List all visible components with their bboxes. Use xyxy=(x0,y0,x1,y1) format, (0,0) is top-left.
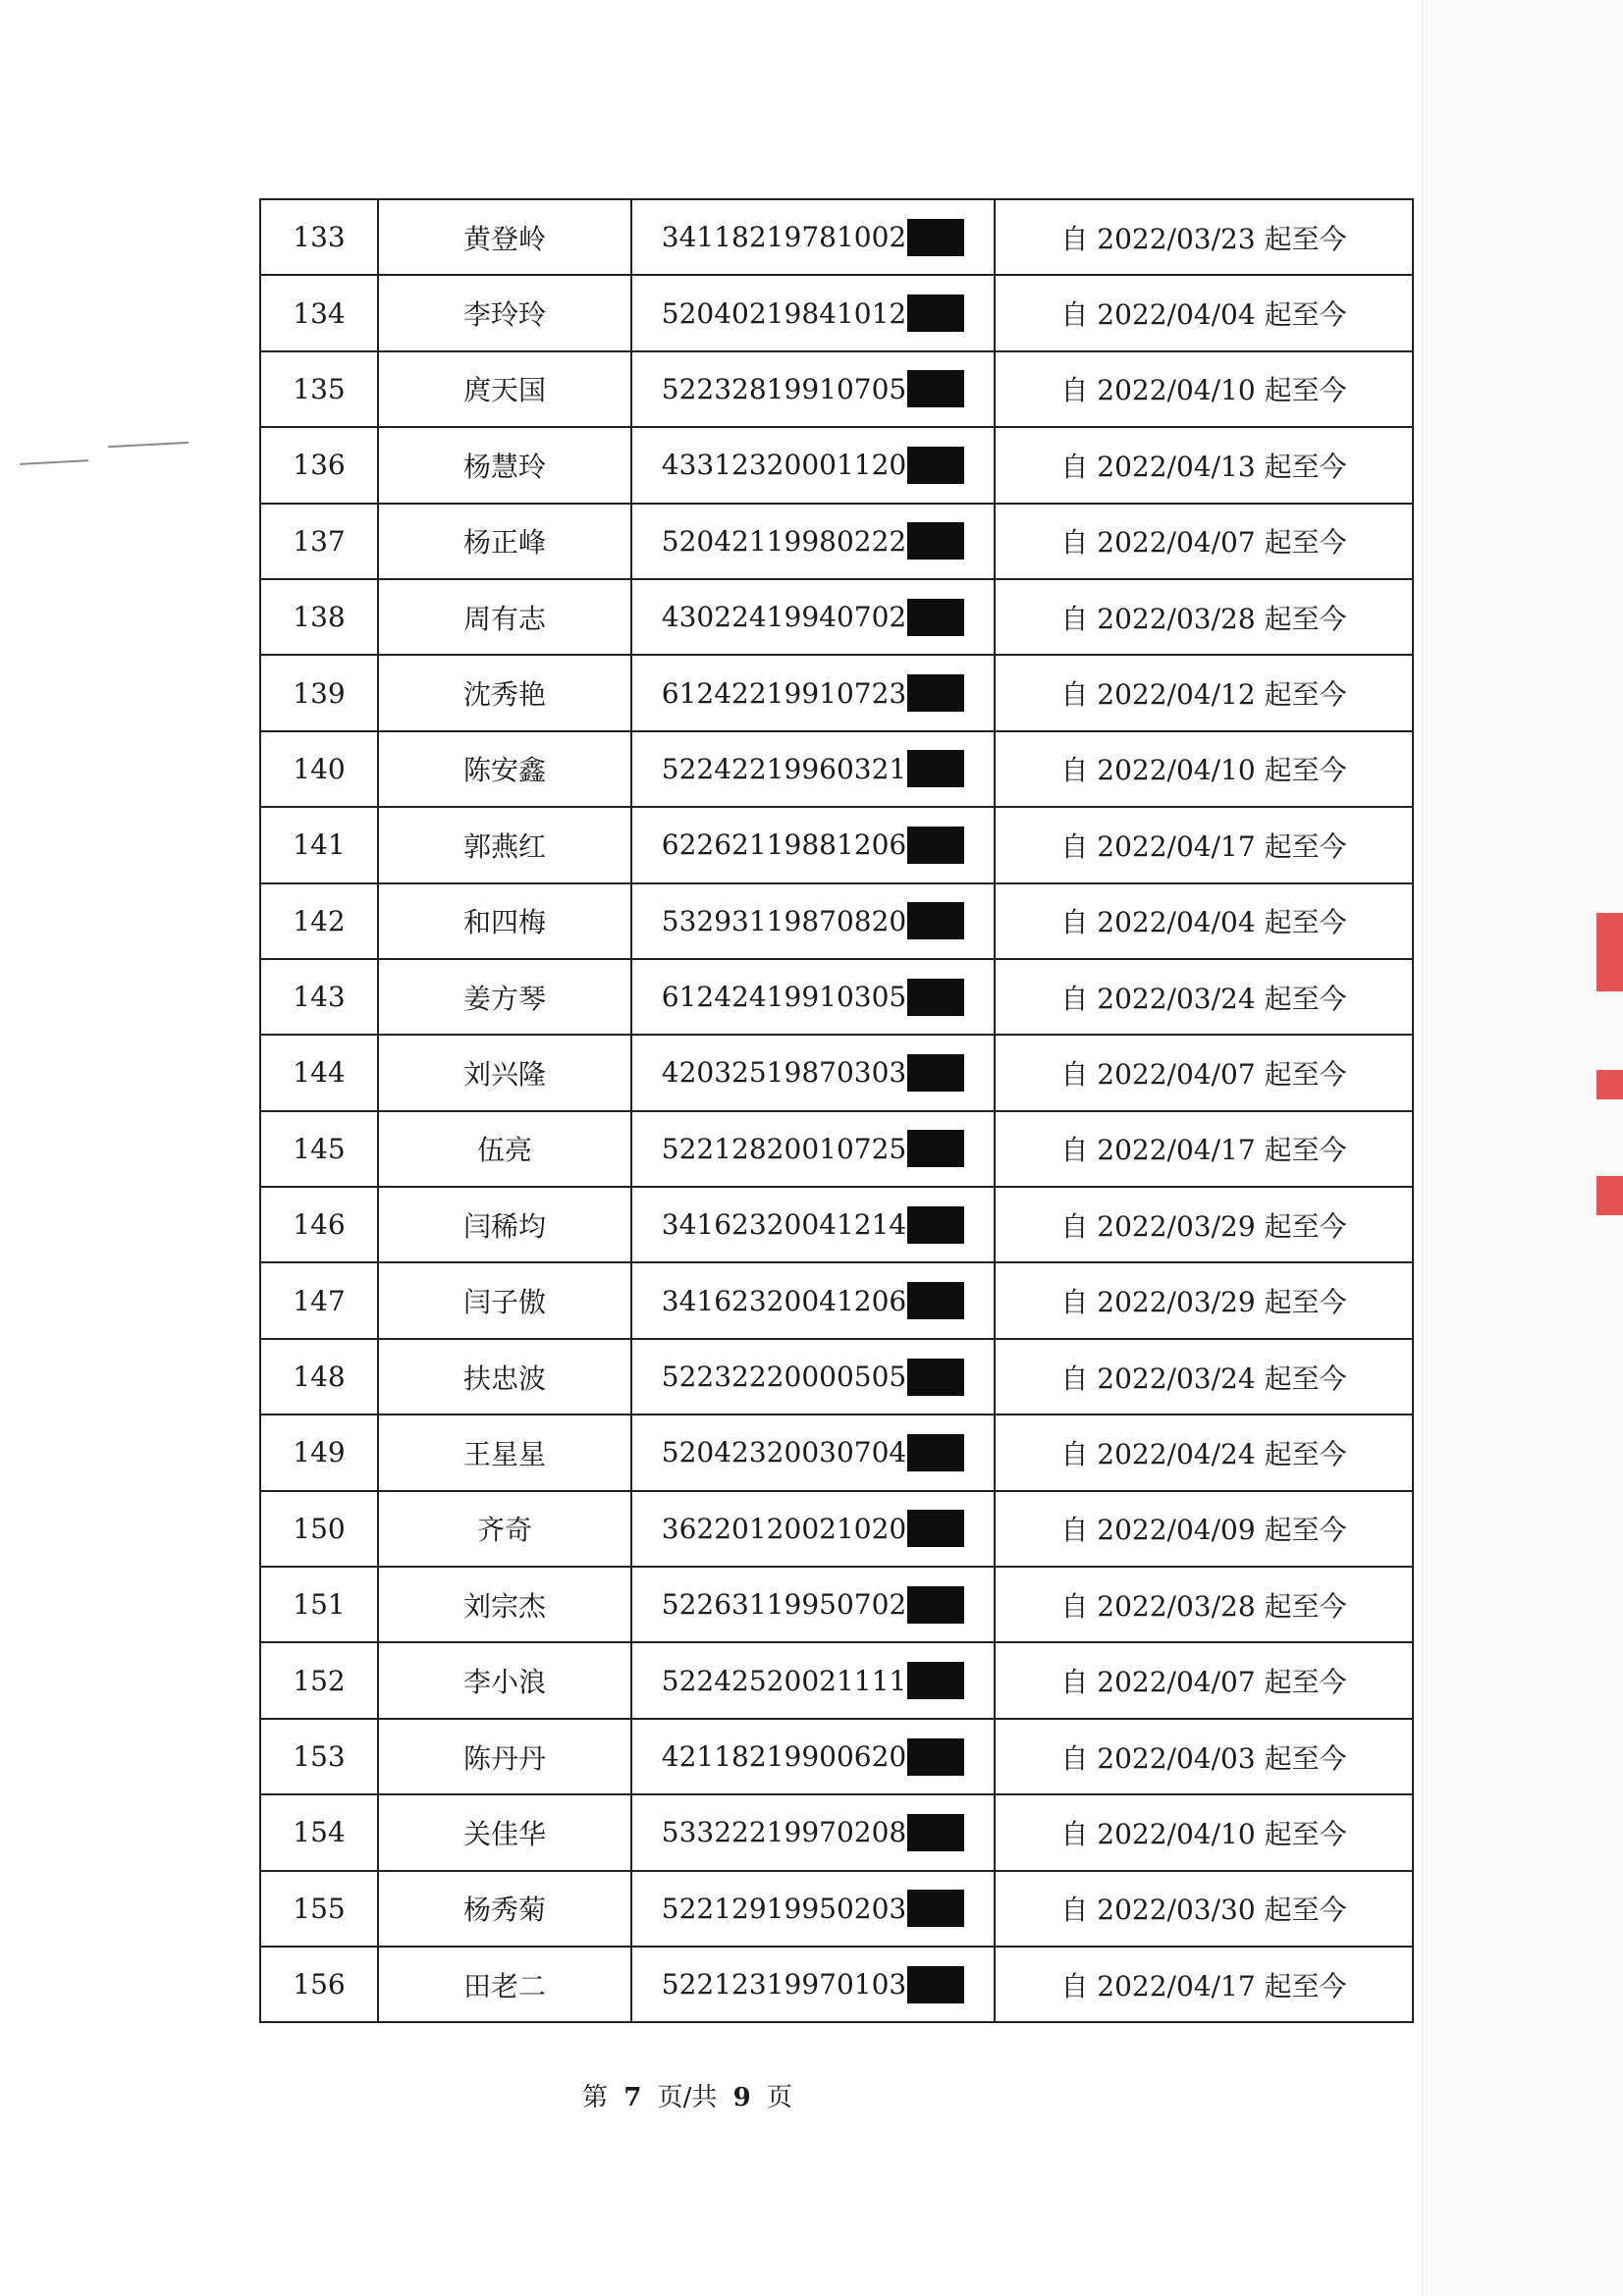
cell-index: 152 xyxy=(260,1642,378,1718)
redaction-block xyxy=(907,1282,964,1319)
date-value: 2022/04/17 xyxy=(1097,1969,1256,2002)
id-prefix: 52042119980222 xyxy=(661,524,907,558)
date-prefix: 自 xyxy=(1060,1817,1089,1850)
cell-date xyxy=(995,1642,1413,1718)
seal-fragment xyxy=(1596,913,1623,991)
scan-mark xyxy=(20,459,88,465)
cell-id-number xyxy=(631,427,995,503)
table-row xyxy=(260,199,1413,275)
redaction-block xyxy=(907,1814,964,1851)
cell-name: 伍亮 xyxy=(378,1111,631,1187)
table-row xyxy=(260,1415,1413,1490)
id-prefix: 42032519870303 xyxy=(661,1056,907,1090)
personnel-table xyxy=(259,198,1414,2023)
cell-date xyxy=(995,1567,1413,1642)
id-number xyxy=(662,1662,964,1699)
date-suffix: 起至今 xyxy=(1264,906,1347,939)
date-prefix: 自 xyxy=(1060,678,1089,712)
cell-index: 155 xyxy=(260,1871,378,1947)
date-prefix: 自 xyxy=(1060,906,1089,939)
id-number xyxy=(662,1206,964,1244)
date-prefix: 自 xyxy=(1060,1209,1089,1243)
cell-date xyxy=(995,807,1413,882)
date-prefix: 自 xyxy=(1060,829,1089,863)
id-number xyxy=(662,522,964,560)
cell-id-number xyxy=(631,731,995,807)
redaction-block xyxy=(907,294,964,332)
redaction-block xyxy=(907,902,964,939)
cell-index: 138 xyxy=(260,579,378,655)
cell-name: 齐奇 xyxy=(378,1491,631,1567)
cell-id-number xyxy=(631,579,995,655)
footer-prefix: 第 xyxy=(581,2083,608,2112)
date-value: 2022/04/07 xyxy=(1097,1666,1256,1699)
cell-name: 黄登岭 xyxy=(378,199,631,275)
cell-date xyxy=(995,1262,1413,1338)
id-number xyxy=(662,219,964,256)
table-row xyxy=(260,1491,1413,1567)
id-prefix: 52232220000505 xyxy=(661,1361,907,1394)
cell-name: 闫稀均 xyxy=(378,1187,631,1262)
date-prefix: 自 xyxy=(1060,1134,1089,1167)
cell-index: 151 xyxy=(260,1567,378,1642)
cell-id-number xyxy=(631,504,995,579)
cell-date xyxy=(995,655,1413,730)
cell-index: 148 xyxy=(260,1339,378,1415)
cell-index: 153 xyxy=(260,1719,378,1794)
cell-id-number xyxy=(631,1262,995,1338)
cell-name: 杨慧玲 xyxy=(378,427,631,503)
date-suffix: 起至今 xyxy=(1264,450,1347,483)
date-suffix: 起至今 xyxy=(1264,526,1347,560)
cell-id-number xyxy=(631,199,995,275)
cell-id-number xyxy=(631,1642,995,1718)
cell-date xyxy=(995,1415,1413,1490)
id-number xyxy=(662,370,964,407)
date-prefix: 自 xyxy=(1060,754,1089,787)
table-row xyxy=(260,1871,1413,1947)
id-prefix: 52232819910705 xyxy=(661,372,907,405)
date-suffix: 起至今 xyxy=(1264,1437,1347,1470)
date-suffix: 起至今 xyxy=(1264,1666,1347,1699)
cell-index: 142 xyxy=(260,883,378,959)
cell-date xyxy=(995,883,1413,959)
cell-index: 137 xyxy=(260,504,378,579)
id-number xyxy=(662,1510,964,1547)
date-suffix: 起至今 xyxy=(1264,1209,1347,1243)
footer-suffix: 页 xyxy=(767,2083,793,2112)
date-suffix: 起至今 xyxy=(1264,1134,1347,1167)
cell-id-number xyxy=(631,1794,995,1870)
cell-index: 146 xyxy=(260,1187,378,1262)
date-value: 2022/04/10 xyxy=(1097,1817,1256,1850)
date-value: 2022/04/04 xyxy=(1097,906,1256,939)
redaction-block xyxy=(907,599,964,636)
cell-date xyxy=(995,1871,1413,1947)
date-prefix: 自 xyxy=(1060,450,1089,483)
id-number xyxy=(662,902,964,939)
date-prefix: 自 xyxy=(1060,1589,1089,1623)
date-suffix: 起至今 xyxy=(1264,1969,1347,2002)
date-suffix: 起至今 xyxy=(1264,1741,1347,1775)
cell-name: 周有志 xyxy=(378,579,631,655)
date-suffix: 起至今 xyxy=(1264,982,1347,1015)
date-value: 2022/04/04 xyxy=(1097,298,1256,332)
cell-index: 134 xyxy=(260,275,378,350)
date-suffix: 起至今 xyxy=(1264,1894,1347,1927)
date-value: 2022/04/13 xyxy=(1097,450,1256,483)
cell-name: 刘宗杰 xyxy=(378,1567,631,1642)
table-row xyxy=(260,655,1413,730)
redaction-block xyxy=(907,1054,964,1092)
redaction-block xyxy=(907,1359,964,1396)
date-value: 2022/04/09 xyxy=(1097,1514,1256,1547)
id-prefix: 52263119950702 xyxy=(661,1588,907,1622)
date-suffix: 起至今 xyxy=(1264,602,1347,635)
cell-id-number xyxy=(631,275,995,350)
cell-date xyxy=(995,1491,1413,1567)
cell-id-number xyxy=(631,351,995,427)
id-prefix: 61242419910305 xyxy=(661,981,907,1014)
cell-date xyxy=(995,427,1413,503)
cell-index: 135 xyxy=(260,351,378,427)
date-prefix: 自 xyxy=(1060,982,1089,1015)
id-prefix: 52212319970103 xyxy=(661,1968,907,2002)
cell-name: 刘兴隆 xyxy=(378,1035,631,1110)
date-suffix: 起至今 xyxy=(1264,678,1347,712)
id-number xyxy=(662,827,964,864)
cell-index: 154 xyxy=(260,1794,378,1870)
cell-date xyxy=(995,1794,1413,1870)
id-number xyxy=(662,294,964,332)
date-suffix: 起至今 xyxy=(1264,298,1347,332)
date-prefix: 自 xyxy=(1060,602,1089,635)
date-prefix: 自 xyxy=(1060,1969,1089,2002)
redaction-block xyxy=(907,1890,964,1927)
id-number xyxy=(662,674,964,712)
id-prefix: 52040219841012 xyxy=(661,296,907,330)
id-number xyxy=(662,1586,964,1624)
date-value: 2022/04/17 xyxy=(1097,829,1256,863)
id-number xyxy=(662,1054,964,1092)
date-suffix: 起至今 xyxy=(1264,829,1347,863)
date-suffix: 起至今 xyxy=(1264,374,1347,407)
date-suffix: 起至今 xyxy=(1264,222,1347,255)
date-prefix: 自 xyxy=(1060,526,1089,560)
date-value: 2022/03/28 xyxy=(1097,1589,1256,1623)
table-row xyxy=(260,1339,1413,1415)
redaction-block xyxy=(907,1206,964,1244)
date-suffix: 起至今 xyxy=(1264,1514,1347,1547)
cell-id-number xyxy=(631,1491,995,1567)
date-value: 2022/04/12 xyxy=(1097,678,1256,712)
cell-index: 140 xyxy=(260,731,378,807)
cell-name: 杨正峰 xyxy=(378,504,631,579)
cell-index: 133 xyxy=(260,199,378,275)
cell-id-number xyxy=(631,1111,995,1187)
cell-id-number xyxy=(631,883,995,959)
cell-date xyxy=(995,199,1413,275)
cell-index: 136 xyxy=(260,427,378,503)
cell-date xyxy=(995,1187,1413,1262)
date-suffix: 起至今 xyxy=(1264,754,1347,787)
cell-id-number xyxy=(631,807,995,882)
id-number xyxy=(662,750,964,787)
date-prefix: 自 xyxy=(1060,1666,1089,1699)
footer-total-pages: 9 xyxy=(732,2083,751,2112)
cell-date xyxy=(995,1719,1413,1794)
date-value: 2022/03/23 xyxy=(1097,222,1256,255)
redaction-block xyxy=(907,979,964,1016)
cell-id-number xyxy=(631,1871,995,1947)
page-edge-shadow xyxy=(1422,0,1623,2296)
date-value: 2022/04/10 xyxy=(1097,374,1256,407)
cell-id-number xyxy=(631,1035,995,1110)
redaction-block xyxy=(907,370,964,407)
date-prefix: 自 xyxy=(1060,374,1089,407)
cell-index: 156 xyxy=(260,1947,378,2022)
cell-date xyxy=(995,1111,1413,1187)
date-value: 2022/03/29 xyxy=(1097,1286,1256,1319)
table-row xyxy=(260,807,1413,882)
cell-name: 陈丹丹 xyxy=(378,1719,631,1794)
id-number xyxy=(662,1434,964,1471)
date-prefix: 自 xyxy=(1060,1057,1089,1091)
cell-id-number xyxy=(631,959,995,1035)
cell-id-number xyxy=(631,1719,995,1794)
cell-name: 李玲玲 xyxy=(378,275,631,350)
date-value: 2022/03/29 xyxy=(1097,1209,1256,1243)
redaction-block xyxy=(907,447,964,484)
date-value: 2022/03/24 xyxy=(1097,1362,1256,1395)
table-row xyxy=(260,351,1413,427)
cell-date xyxy=(995,1339,1413,1415)
table-row xyxy=(260,1719,1413,1794)
cell-index: 144 xyxy=(260,1035,378,1110)
id-prefix: 42118219900620 xyxy=(661,1740,907,1773)
table-row xyxy=(260,579,1413,655)
id-prefix: 52242520021111 xyxy=(661,1664,907,1697)
date-value: 2022/04/17 xyxy=(1097,1134,1256,1167)
id-number xyxy=(662,1890,964,1927)
table-row xyxy=(260,275,1413,350)
cell-id-number xyxy=(631,1339,995,1415)
date-prefix: 自 xyxy=(1060,1437,1089,1470)
table-row xyxy=(260,1187,1413,1262)
id-number xyxy=(662,1359,964,1396)
cell-index: 150 xyxy=(260,1491,378,1567)
cell-date xyxy=(995,731,1413,807)
date-suffix: 起至今 xyxy=(1264,1362,1347,1395)
id-prefix: 34118219781002 xyxy=(661,221,907,254)
table-row xyxy=(260,959,1413,1035)
cell-date xyxy=(995,1947,1413,2022)
date-suffix: 起至今 xyxy=(1264,1589,1347,1623)
cell-name: 沈秀艳 xyxy=(378,655,631,730)
table-row xyxy=(260,427,1413,503)
cell-name: 庹天国 xyxy=(378,351,631,427)
redaction-block xyxy=(907,1966,964,2003)
table-row xyxy=(260,1642,1413,1718)
date-value: 2022/04/07 xyxy=(1097,1057,1256,1091)
cell-id-number xyxy=(631,1415,995,1490)
id-prefix: 43022419940702 xyxy=(661,601,907,634)
redaction-block xyxy=(907,1586,964,1624)
id-number xyxy=(662,447,964,484)
table-row xyxy=(260,1947,1413,2022)
date-prefix: 自 xyxy=(1060,222,1089,255)
id-number xyxy=(662,1130,964,1167)
redaction-block xyxy=(907,1662,964,1699)
id-prefix: 43312320001120 xyxy=(661,449,907,482)
cell-name: 李小浪 xyxy=(378,1642,631,1718)
date-suffix: 起至今 xyxy=(1264,1817,1347,1850)
seal-fragment xyxy=(1596,1176,1623,1215)
id-number xyxy=(662,599,964,636)
date-suffix: 起至今 xyxy=(1264,1286,1347,1319)
table-row xyxy=(260,731,1413,807)
cell-name: 和四梅 xyxy=(378,883,631,959)
date-prefix: 自 xyxy=(1060,1286,1089,1319)
date-prefix: 自 xyxy=(1060,1894,1089,1927)
id-number xyxy=(662,979,964,1016)
cell-name: 扶忠波 xyxy=(378,1339,631,1415)
id-prefix: 34162320041206 xyxy=(661,1284,907,1317)
table-row xyxy=(260,1111,1413,1187)
cell-name: 郭燕红 xyxy=(378,807,631,882)
cell-name: 闫子傲 xyxy=(378,1262,631,1338)
id-prefix: 52212919950203 xyxy=(661,1892,907,1925)
id-prefix: 53322219970208 xyxy=(661,1816,907,1849)
table-row xyxy=(260,1794,1413,1870)
date-value: 2022/04/10 xyxy=(1097,754,1256,787)
date-prefix: 自 xyxy=(1060,1741,1089,1775)
cell-date xyxy=(995,275,1413,350)
cell-id-number xyxy=(631,655,995,730)
cell-id-number xyxy=(631,1947,995,2022)
table-row xyxy=(260,504,1413,579)
cell-index: 145 xyxy=(260,1111,378,1187)
page-footer xyxy=(0,2077,1375,2113)
id-prefix: 36220120021020 xyxy=(661,1512,907,1545)
cell-date xyxy=(995,504,1413,579)
cell-name: 王星星 xyxy=(378,1415,631,1490)
table-row xyxy=(260,1035,1413,1110)
date-value: 2022/04/03 xyxy=(1097,1741,1256,1775)
id-prefix: 52042320030704 xyxy=(661,1436,907,1469)
redaction-block xyxy=(907,1738,964,1776)
id-prefix: 62262119881206 xyxy=(661,828,907,862)
date-value: 2022/04/24 xyxy=(1097,1437,1256,1470)
id-number xyxy=(662,1282,964,1319)
cell-date xyxy=(995,959,1413,1035)
cell-id-number xyxy=(631,1567,995,1642)
redaction-block xyxy=(907,827,964,864)
cell-index: 139 xyxy=(260,655,378,730)
seal-fragment xyxy=(1596,1070,1623,1099)
id-number xyxy=(662,1814,964,1851)
redaction-block xyxy=(907,1130,964,1167)
date-prefix: 自 xyxy=(1060,1362,1089,1395)
date-prefix: 自 xyxy=(1060,298,1089,332)
table-body xyxy=(260,199,1413,2022)
footer-middle: 页/共 xyxy=(657,2083,718,2112)
table-row xyxy=(260,1567,1413,1642)
id-number xyxy=(662,1738,964,1776)
table-row xyxy=(260,883,1413,959)
cell-name: 关佳华 xyxy=(378,1794,631,1870)
cell-name: 姜方琴 xyxy=(378,959,631,1035)
cell-date xyxy=(995,1035,1413,1110)
cell-index: 149 xyxy=(260,1415,378,1490)
redaction-block xyxy=(907,522,964,560)
cell-name: 杨秀菊 xyxy=(378,1871,631,1947)
date-value: 2022/03/30 xyxy=(1097,1894,1256,1927)
date-value: 2022/04/07 xyxy=(1097,526,1256,560)
date-value: 2022/03/28 xyxy=(1097,602,1256,635)
table-row xyxy=(260,1262,1413,1338)
id-prefix: 53293119870820 xyxy=(661,904,907,937)
redaction-block xyxy=(907,750,964,787)
cell-index: 143 xyxy=(260,959,378,1035)
id-prefix: 61242219910723 xyxy=(661,676,907,710)
cell-name: 田老二 xyxy=(378,1947,631,2022)
cell-index: 147 xyxy=(260,1262,378,1338)
footer-current-page: 7 xyxy=(623,2083,642,2112)
date-value: 2022/03/24 xyxy=(1097,982,1256,1015)
redaction-block xyxy=(907,674,964,712)
scan-mark xyxy=(108,442,189,448)
cell-index: 141 xyxy=(260,807,378,882)
redaction-block xyxy=(907,1434,964,1471)
id-number xyxy=(662,1966,964,2003)
cell-id-number xyxy=(631,1187,995,1262)
id-prefix: 52212820010725 xyxy=(661,1132,907,1165)
date-suffix: 起至今 xyxy=(1264,1057,1347,1091)
id-prefix: 34162320041214 xyxy=(661,1208,907,1242)
redaction-block xyxy=(907,219,964,256)
cell-date xyxy=(995,351,1413,427)
cell-date xyxy=(995,579,1413,655)
redaction-block xyxy=(907,1510,964,1547)
date-prefix: 自 xyxy=(1060,1514,1089,1547)
cell-name: 陈安鑫 xyxy=(378,731,631,807)
id-prefix: 52242219960321 xyxy=(661,752,907,785)
